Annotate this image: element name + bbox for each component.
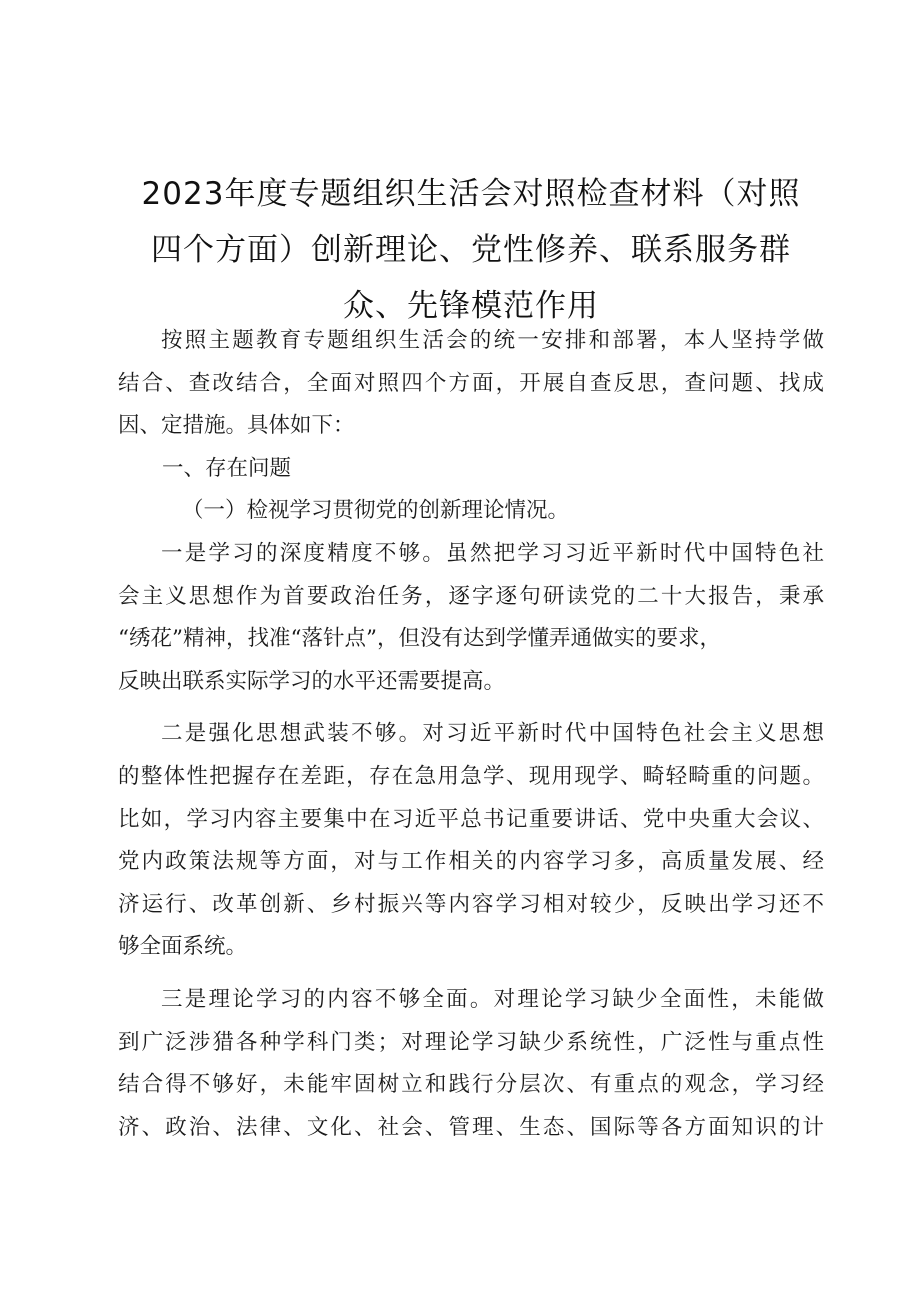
paragraph-line: 一是学习的深度精度不够。虽然把学习习近平新时代中国特色社 [161, 540, 824, 566]
paragraph-line: 三是理论学习的内容不够全面。对理论学习缺少全面性，未能做 [161, 986, 824, 1012]
title-line: 四个方面）创新理论、党性修养、联系服务群 [151, 232, 791, 268]
paragraph-1 [118, 533, 824, 703]
paragraph-line: 反映出联系实际学习的水平还需要提高。 [118, 668, 506, 694]
paragraph-line: 比如，学习内容主要集中在习近平总书记重要讲话、党中央重大会议、 [118, 806, 824, 832]
paragraph-line: “绣花”精神，找准“落针点”，但没有达到学懂弄通做实的要求， [118, 626, 721, 652]
paragraph-gap [118, 969, 824, 979]
paragraph-line: 济运行、改革创新、乡村振兴等内容学习相对较少，反映出学习还不 [118, 891, 824, 917]
paragraph-line: 因、定措施。具体如下： [118, 413, 355, 439]
title-line: 众、先锋模范作用 [343, 288, 599, 324]
paragraph-line: 够全面系统。 [118, 934, 248, 960]
paragraph-line: 结合、查改结合，全面对照四个方面，开展自查反思，查问题、找成 [118, 370, 824, 396]
paragraph-line: 二是强化思想武装不够。对习近平新时代中国特色社会主义思想 [161, 721, 824, 747]
document-body [118, 320, 824, 1149]
document-title [118, 166, 824, 334]
title-line: 2023年度专题组织生活会对照检查材料（对照 [141, 176, 801, 212]
paragraph-line: 会主义思想作为首要政治任务，逐字逐句研读党的二十大报告，秉承 [118, 583, 824, 609]
paragraph-3 [118, 979, 824, 1149]
paragraph-line: 到广泛涉猎各种学科门类；对理论学习缺少系统性，广泛性与重点性 [118, 1029, 824, 1055]
paragraph-line: 济、政治、法律、文化、社会、管理、生态、国际等各方面知识的计 [118, 1114, 824, 1140]
intro-paragraph [118, 320, 824, 448]
paragraph-line: 结合得不够好，未能牢固树立和践行分层次、有重点的观念，学习经 [118, 1072, 824, 1098]
paragraph-line: 按照主题教育专题组织生活会的统一安排和部署，本人坚持学做 [161, 328, 824, 353]
paragraph-gap [118, 703, 824, 713]
paragraph-line: 的整体性把握存在差距，存在急用急学、现用现学、畸轻畸重的问题。 [118, 763, 824, 789]
subsection-heading: （一）检视学习贯彻党的创新理论情况。 [182, 498, 570, 524]
section-heading: 一、存在问题 [162, 455, 292, 481]
paragraph-line: 党内政策法规等方面，对与工作相关的内容学习多，高质量发展、经 [118, 849, 824, 875]
paragraph-2 [118, 713, 824, 969]
